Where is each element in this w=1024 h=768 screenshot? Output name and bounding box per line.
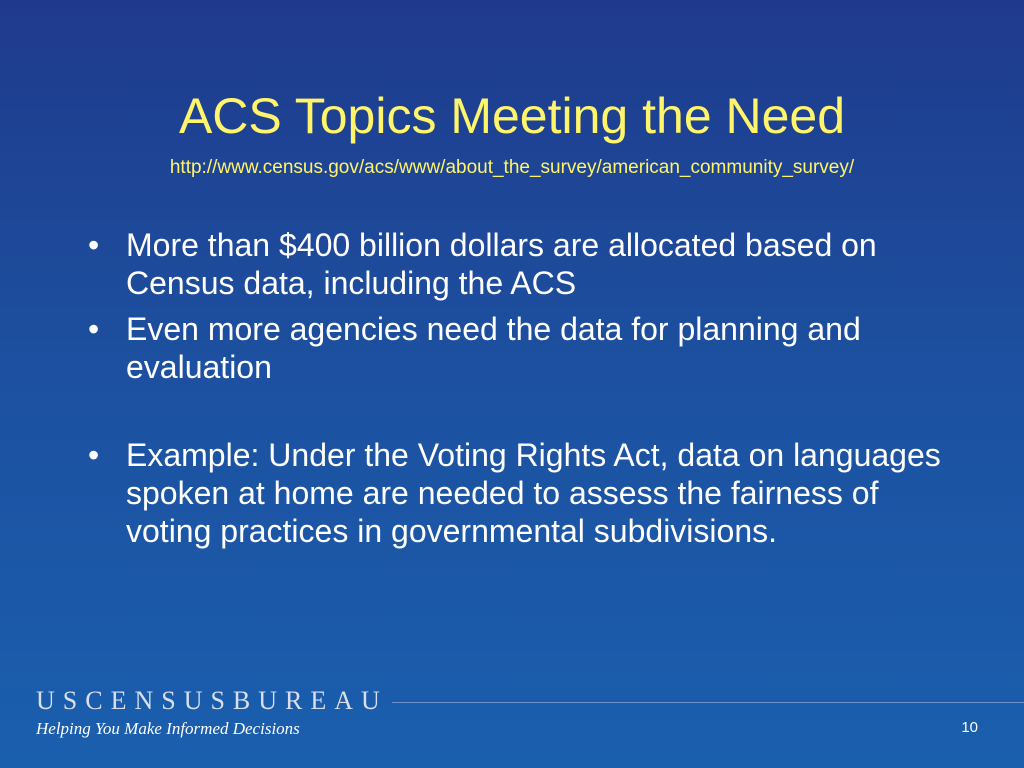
page-number: 10 bbox=[961, 719, 978, 736]
tagline: Helping You Make Informed Decisions bbox=[36, 719, 300, 738]
bullet-list bbox=[82, 226, 942, 550]
bullet-marker: • bbox=[88, 311, 100, 347]
census-bureau-logo: USCENSUSBUREAU bbox=[36, 686, 388, 715]
bullet-marker: • bbox=[88, 227, 100, 263]
bullet-marker: • bbox=[88, 437, 100, 473]
footer bbox=[0, 678, 1024, 768]
source-url: http://www.census.gov/acs/www/about_the_survey/american_community_survey/ bbox=[169, 157, 855, 178]
bullet-item bbox=[82, 226, 942, 302]
footer-divider bbox=[392, 702, 1024, 703]
bullet-text: More than $400 billion dollars are allocated based on Census data, including the ACS bbox=[126, 227, 877, 301]
bullet-item bbox=[82, 436, 942, 550]
slide-title: ACS Topics Meeting the Need bbox=[178, 88, 846, 144]
bullet-text: Even more agencies need the data for planning and evaluation bbox=[126, 311, 861, 385]
bullet-item bbox=[82, 310, 942, 386]
bullet-text: Example: Under the Voting Rights Act, data on languages spoken at home are needed to assess the fairness of voting practices in governmental subdivisions. bbox=[126, 437, 941, 549]
